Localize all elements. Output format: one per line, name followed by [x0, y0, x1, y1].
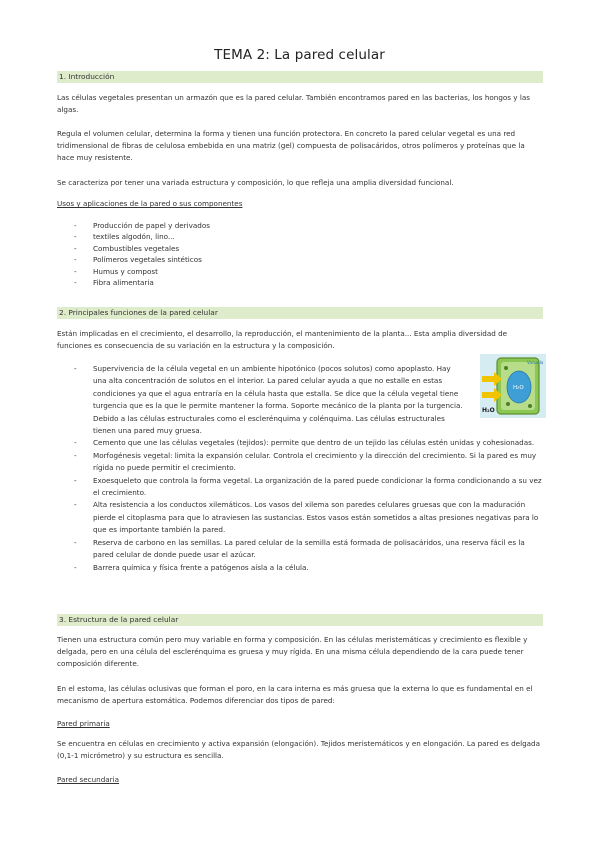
structure-paragraph-1: Tienen una estructura común pero muy variable en forma y composición. En las células meristemáticas y crecimiento es flexible y delgada, pero en una célula del esclerénquima es gruesa y muy rígida. En una misma célula dependiendo de la cara puede tener composición diferente.: [57, 635, 528, 669]
list-item: - Fibra alimentaria: [74, 277, 210, 288]
functions-list: [74, 363, 544, 574]
primary-wall-text: Se encuentra en células en crecimiento y activa expansión (elongación). Tejidos meristemáticos y en elongación. La pared es delgada (0,1-1 micrómetro) y su estructura es sencilla.: [57, 739, 541, 761]
list-item: - Combustibles vegetales: [74, 243, 210, 254]
water-outer-label: H₂O: [482, 407, 495, 414]
list-item: - Morfogénesis vegetal: limita la expansión celular. Controla el crecimiento y la dirección del crecimiento. Si la pared es muy rígida no puede permitir el crecimiento.: [74, 450, 544, 475]
uses-subheading: Usos y aplicaciones de la pared o sus componentes: [57, 199, 243, 208]
secondary-wall-subheading: Pared secundaria: [57, 775, 120, 784]
list-item: - Reserva de carbono en las semillas. La pared celular de la semilla está formada de polisacáridos, una reserva fácil es la pared celular de donde puede usar el azúcar.: [74, 537, 544, 562]
list-item: - Polímeros vegetales sintéticos: [74, 254, 210, 265]
structure-paragraph-2: En el estoma, las células oclusivas que forman el poro, en la cara interna es más gruesa que la externa lo que es fundamental en el mecanismo de apertura estomática. Podemos diferenciar dos tipos de pared:: [57, 684, 533, 706]
list-item: - Producción de papel y derivados: [74, 220, 210, 231]
list-item: - Exoesqueleto que controla la forma vegetal. La organización de la pared puede condicionar la forma condicionando a su vez el crecimiento.: [74, 475, 544, 500]
intro-paragraph-3: Se caracteriza por tener una variada estructura y composición, lo que refleja una amplia diversidad funcional.: [57, 178, 454, 187]
plant-cell-diagram: [480, 354, 546, 418]
section-heading-estructura: 3. Estructura de la pared celular: [57, 614, 543, 626]
plant-cell-figure: [480, 354, 546, 418]
uses-list: [74, 220, 210, 288]
list-item: - Supervivencia de la célula vegetal en un ambiente hipotónico (pocos solutos) como apoplasto. Hay una alta concentración de solutos en el interior. La pared celular ayuda a que no estalle en estas condiciones ya que el agua entraría en la célula hasta que estalla. Se dice que la célula vegetal tiene turgencia que es la que le permite mantener la forma. Soporte mecánico de la planta por la turgencia. Debido a las células estructurales como el esclerénquima y colénquima. Las células estructurales tienen una pared muy gruesa.: [74, 363, 544, 437]
list-item: - textiles algodón, lino...: [74, 231, 210, 242]
intro-paragraph-2: Regula el volumen celular, determina la forma y tienen una función protectora. En concreto la pared celular vegetal es una red tridimensional de fibras de celulosa embebida en una matriz (gel) compuesta de polisacáridos, otros polímeros y proteínas que la hace muy resistente.: [57, 129, 525, 163]
section-heading-introduccion: 1. Introducción: [57, 71, 543, 83]
section-heading-funciones: 2. Principales funciones de la pared celular: [57, 307, 543, 319]
vacuole-label: Vacuola: [527, 360, 544, 365]
document-title: TEMA 2: La pared celular: [214, 47, 385, 63]
list-item: - Cemento que une las células vegetales (tejidos): permite que dentro de un tejido las células estén unidas y cohesionadas.: [74, 437, 544, 449]
water-inner-label: H₂O: [513, 385, 524, 391]
functions-intro: Están implicadas en el crecimiento, el desarrollo, la reproducción, el mantenimiento de la planta... Esta amplia diversidad de funciones es consecuencia de su variación en la estructura y la composición.: [57, 329, 508, 351]
primary-wall-subheading: Pared primaria: [57, 719, 110, 728]
intro-paragraph-1: Las células vegetales presentan un armazón que es la pared celular. También encontramos pared en las bacterias, los hongos y las algas.: [57, 93, 530, 115]
list-item: - Alta resistencia a los conductos xilemáticos. Los vasos del xilema son paredes celulares gruesas que con la maduración pierde el citoplasma para que lo atraviesen las sustancias. Estos vasos están sometidos a altas presiones negativas para lo que es importante también la pared.: [74, 499, 544, 536]
list-item: - Barrera química y física frente a patógenos aísla a la célula.: [74, 562, 544, 574]
list-item: - Humus y compost: [74, 266, 210, 277]
